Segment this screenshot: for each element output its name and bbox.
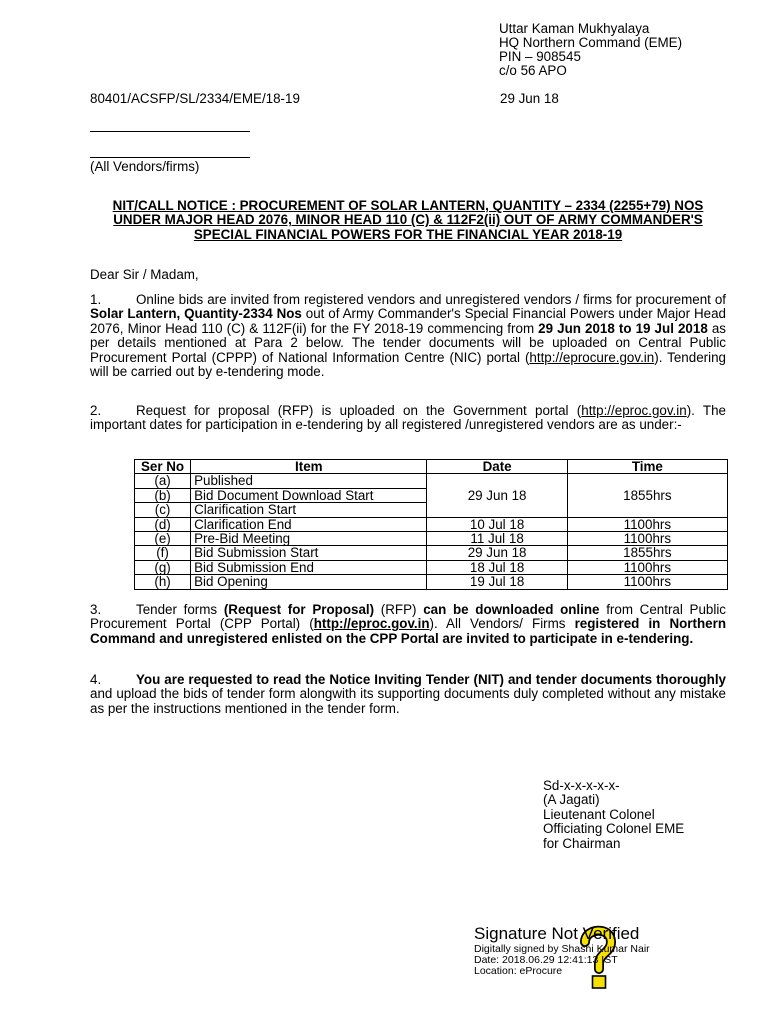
para-text: ). The important dates for participation in e-tendering by all registered /unregistered vendors are as under:-	[90, 403, 726, 433]
blank-line	[90, 157, 250, 158]
time-cell: 1855hrs	[567, 546, 727, 560]
ser-cell: (f)	[135, 546, 191, 560]
para-text: and upload the bids of tender form alongwith its supporting documents duly completed without any mistake as per the instructions mentioned in the tender form.	[90, 686, 726, 716]
table-row	[135, 532, 728, 546]
signature-status: Signature Not Verified	[474, 924, 640, 943]
para-text: Request for proposal (RFP) is uploaded on the Government portal (	[136, 403, 582, 418]
column-header: Item	[191, 460, 427, 474]
address-line: c/o 56 APO	[499, 63, 567, 78]
signature-line: Sd-x-x-x-x-x-	[543, 778, 620, 793]
paragraph-4	[90, 673, 726, 716]
table-row	[135, 546, 728, 560]
signature-line: Lieutenant Colonel	[543, 806, 655, 822]
item-cell: Pre-Bid Meeting	[191, 532, 427, 546]
time-cell: 1100hrs	[567, 532, 727, 546]
item-cell: Bid Submission Start	[191, 546, 427, 560]
para-bold: can be downloaded online	[423, 602, 600, 617]
para-bold: Solar Lantern, Quantity-2334 Nos	[90, 306, 302, 322]
item-cell: Clarification Start	[191, 503, 427, 517]
eproc-link[interactable]: http://eproc.gov.in	[313, 616, 430, 632]
signed-by: Digitally signed by Shashi Kumar Nair	[474, 943, 650, 955]
paragraph-1	[90, 293, 726, 379]
ser-cell: (c)	[135, 503, 191, 517]
para-text: ). All Vendors/ Firms	[429, 616, 575, 632]
signature-line: Officiating Colonel EME	[543, 821, 685, 837]
subject-heading: NIT/CALL NOTICE : PROCUREMENT OF SOLAR LANTERN, QUANTITY – 2334 (2255+79) NOS UNDER MAJOR HEAD 2076, MINOR HEAD 110 (C) & 112F2(ii) OUT OF ARMY COMMANDER'S SPECIAL FINANCIAL POWERS FOR THE FINANCIAL YEAR 2018-19	[112, 198, 704, 242]
date-cell: 29 Jun 18	[427, 546, 567, 560]
signature-date: Date: 2018.06.29 12:41:13 IST	[474, 954, 618, 966]
signature-location: Location: eProcure	[474, 965, 563, 977]
signature-line: for Chairman	[543, 835, 621, 851]
date-cell: 19 Jul 18	[427, 575, 567, 589]
date-cell: 29 Jun 18	[427, 474, 567, 517]
paragraph-3	[90, 603, 726, 646]
item-cell: Published	[191, 474, 427, 488]
para-bold: You are requested to read the Notice Inviting Tender (NIT) and tender documents thoroughly	[136, 672, 726, 687]
digital-signature	[474, 924, 650, 977]
paragraph-2	[90, 404, 726, 433]
para-text: out of Army Commander's Special Financial Powers under Major Head 2076, Minor Head 110 (C) & 112F(ii) for the FY 2018-19 commencing from	[90, 306, 726, 336]
date-cell: 10 Jul 18	[427, 517, 567, 531]
blank-line	[90, 131, 250, 132]
recipient: (All Vendors/firms)	[90, 159, 200, 174]
ser-cell: (a)	[135, 474, 191, 488]
time-cell: 1100hrs	[567, 575, 727, 589]
ser-cell: (d)	[135, 517, 191, 531]
ser-cell: (b)	[135, 488, 191, 502]
para-text: Online bids are invited from registered vendors and unregistered vendors / firms for procurement of	[136, 292, 726, 307]
table-row	[135, 474, 728, 488]
ser-cell: (e)	[135, 532, 191, 546]
para-number: 1.	[90, 292, 102, 307]
date-cell: 11 Jul 18	[427, 532, 567, 546]
address-line: Uttar Kaman Mukhyalaya	[499, 21, 650, 36]
table-row	[135, 575, 728, 589]
important-dates-table	[134, 459, 728, 590]
time-cell: 1855hrs	[567, 474, 727, 517]
eprocure-link[interactable]: http://eprocure.gov.in	[529, 349, 655, 365]
ser-cell: (g)	[135, 560, 191, 574]
salutation: Dear Sir / Madam,	[90, 267, 199, 282]
para-text: Tender forms	[136, 602, 224, 617]
item-cell: Bid Submission End	[191, 560, 427, 574]
signature-line: (A Jagati)	[543, 792, 600, 808]
column-header: Ser No	[135, 460, 191, 474]
table-row	[135, 517, 728, 531]
address-line: HQ Northern Command (EME)	[499, 35, 683, 50]
column-header: Time	[567, 460, 727, 474]
para-number: 2.	[90, 403, 102, 418]
time-cell: 1100hrs	[567, 517, 727, 531]
signature-block	[543, 779, 684, 851]
para-bold: registered in Northern Command and unregistered enlisted on the CPP Portal are invited to participate in e-tendering.	[90, 616, 726, 646]
reference-number: 80401/ACSFP/SL/2334/EME/18-19	[90, 91, 300, 106]
table-row	[135, 560, 728, 574]
para-number: 3.	[90, 602, 102, 617]
sender-address	[499, 22, 682, 78]
time-cell: 1100hrs	[567, 560, 727, 574]
table-header-row	[135, 460, 728, 474]
para-text: (RFP)	[374, 602, 424, 617]
item-cell: Bid Opening	[191, 575, 427, 589]
date-cell: 18 Jul 18	[427, 560, 567, 574]
para-text: from Central Public Procurement Portal (CPP Portal) (	[90, 602, 726, 632]
column-header: Date	[427, 460, 567, 474]
para-number: 4.	[90, 672, 102, 687]
para-bold: 29 Jun 2018 to 19 Jul 2018	[538, 320, 708, 336]
item-cell: Clarification End	[191, 517, 427, 531]
letter-date: 29 Jun 18	[500, 91, 559, 106]
item-cell: Bid Document Download Start	[191, 488, 427, 502]
para-bold: (Request for Proposal)	[223, 602, 375, 617]
ser-cell: (h)	[135, 575, 191, 589]
address-line: PIN – 908545	[499, 49, 581, 64]
para-text: as per details mentioned at Para 2 below. The tender documents will be uploaded on Central Public Procurement Portal (CPPP) of National Information Centre (NIC) portal (	[90, 320, 726, 365]
eproc-link[interactable]: http://eproc.gov.in	[581, 403, 687, 418]
para-text: ). Tendering will be carried out by e-tendering mode.	[90, 349, 726, 380]
